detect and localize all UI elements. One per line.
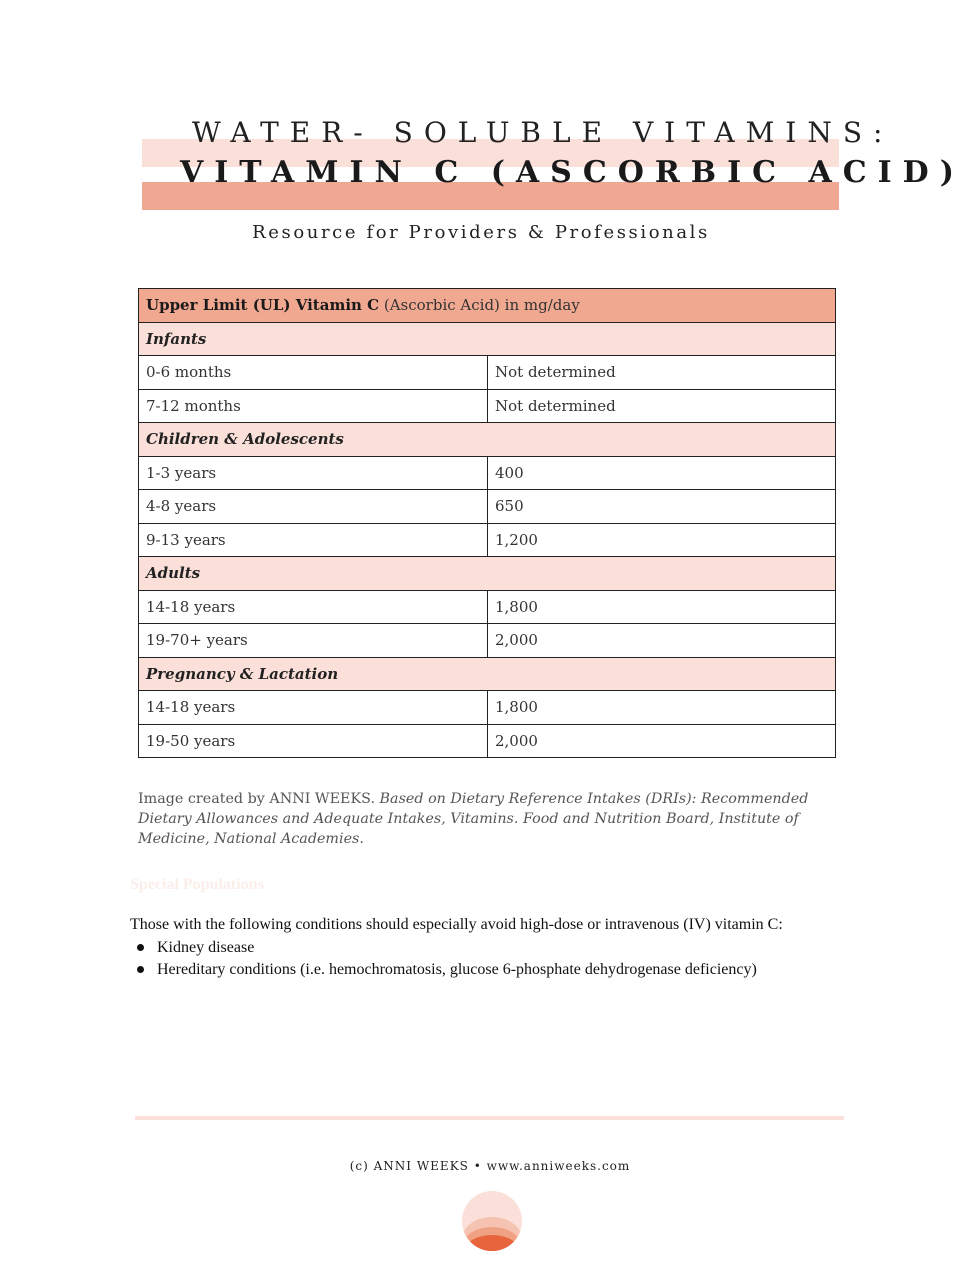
table-row (139, 356, 836, 390)
age-cell: 4-8 years (139, 490, 488, 524)
age-cell: 19-50 years (139, 724, 488, 758)
age-cell: 9-13 years (139, 523, 488, 557)
value-cell: Not determined (488, 389, 836, 423)
list-item (130, 960, 757, 982)
age-cell: 19-70+ years (139, 624, 488, 658)
value-cell: 650 (488, 490, 836, 524)
caption-prefix: Image created by ANNI WEEKS. (138, 791, 380, 807)
table-row (139, 590, 836, 624)
value-cell: Not determined (488, 356, 836, 390)
group-row (139, 557, 836, 591)
list-item-text: Kidney disease (157, 939, 255, 956)
special-populations-intro: Those with the following conditions should especially avoid high-dose or intravenous (IV) vitamin C: (130, 916, 783, 933)
condition-list (130, 938, 757, 982)
group-row (139, 423, 836, 457)
age-cell: 14-18 years (139, 590, 488, 624)
group-label: Infants (139, 322, 836, 356)
sunset-logo-icon (462, 1191, 522, 1251)
special-populations-heading: Special Populations (130, 876, 264, 893)
table-row (139, 456, 836, 490)
age-cell: 0-6 months (139, 356, 488, 390)
value-cell: 1,200 (488, 523, 836, 557)
table-header-cell (139, 289, 836, 323)
group-label: Adults (139, 557, 836, 591)
age-cell: 7-12 months (139, 389, 488, 423)
page-title-line2: VITAMIN C (ASCORBIC ACID) (180, 155, 965, 190)
table-row (139, 490, 836, 524)
age-cell: 1-3 years (139, 456, 488, 490)
footer-text: (c) ANNI WEEKS • www.anniweeks.com (349, 1159, 631, 1173)
page-title-line1: WATER- SOLUBLE VITAMINS: (192, 116, 894, 149)
list-item-text: Hereditary conditions (i.e. hemochromatosis, glucose 6-phosphate dehydrogenase deficiency) (157, 961, 757, 978)
value-cell: 2,000 (488, 624, 836, 658)
table-header-bold: Upper Limit (UL) Vitamin C (146, 296, 380, 315)
table-caption (138, 789, 838, 849)
value-cell: 400 (488, 456, 836, 490)
caption-source: Based on Dietary Reference Intakes (DRIs): Recommended Dietary Allowances and Adequate Intakes, Vitamins. Food and Nutrition Board, Institute of Medicine, National Academies. (138, 791, 809, 847)
value-cell: 1,800 (488, 691, 836, 725)
group-label: Children & Adolescents (139, 423, 836, 457)
table-row (139, 523, 836, 557)
upper-limit-table (138, 288, 836, 758)
table-row (139, 389, 836, 423)
bullet-icon (137, 944, 144, 951)
footer-divider (135, 1116, 844, 1120)
age-cell: 14-18 years (139, 691, 488, 725)
table-row (139, 691, 836, 725)
group-row (139, 657, 836, 691)
list-item (130, 938, 757, 960)
table-row (139, 724, 836, 758)
table-row (139, 624, 836, 658)
table-header-row (139, 289, 836, 323)
bullet-icon (137, 966, 144, 973)
page-subtitle: Resource for Providers & Professionals (252, 222, 710, 243)
group-row (139, 322, 836, 356)
table-header-rest: (Ascorbic Acid) in mg/day (379, 296, 580, 315)
value-cell: 1,800 (488, 590, 836, 624)
value-cell: 2,000 (488, 724, 836, 758)
group-label: Pregnancy & Lactation (139, 657, 836, 691)
